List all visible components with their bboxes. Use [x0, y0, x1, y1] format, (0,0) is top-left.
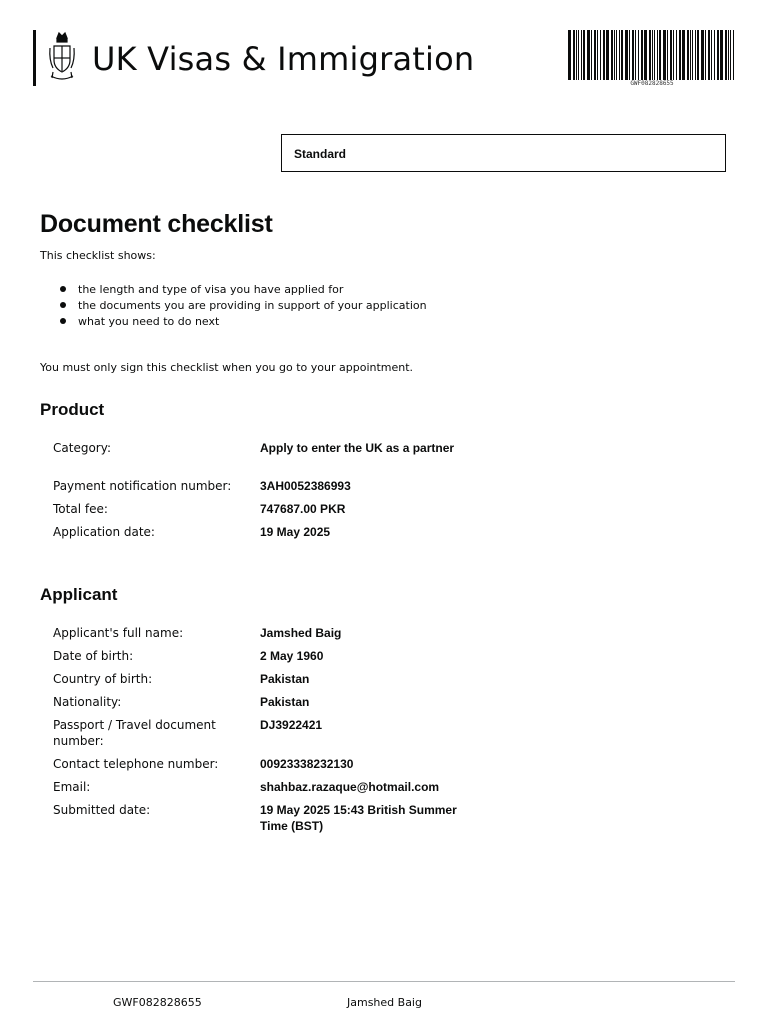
- field-label: Category:: [53, 441, 111, 455]
- barcode-bar: [692, 30, 693, 80]
- barcode-bar: [649, 30, 651, 80]
- field-value: Pakistan: [260, 672, 310, 686]
- barcode-bar: [695, 30, 696, 80]
- barcode-bar: [682, 30, 685, 80]
- field-label: Nationality:: [53, 695, 122, 709]
- barcode-bar: [603, 30, 605, 80]
- organisation-name: UK Visas & Immigration: [92, 40, 475, 78]
- barcode-bar: [728, 30, 729, 80]
- field-label: Passport / Travel document number:: [53, 718, 216, 748]
- field-label: Date of birth:: [53, 649, 134, 663]
- sign-note: You must only sign this checklist when you go to your appointment.: [40, 361, 414, 374]
- barcode-bar: [730, 30, 731, 80]
- field-value: 00923338232130: [260, 757, 354, 771]
- field-label: Payment notification number:: [53, 479, 232, 493]
- field-label: Application date:: [53, 525, 155, 539]
- field-label: Email:: [53, 780, 91, 794]
- field-value: 3AH0052386993: [260, 479, 351, 493]
- list-item: what you need to do next: [58, 314, 427, 330]
- product-heading: Product: [40, 400, 105, 419]
- barcode-bar: [676, 30, 677, 80]
- barcode-bar: [619, 30, 620, 80]
- field-label: Applicant's full name:: [53, 626, 184, 640]
- royal-coat-of-arms-icon: [48, 30, 76, 86]
- route-box: [281, 134, 726, 172]
- barcode-bar: [667, 30, 668, 80]
- barcode-bar: [578, 30, 579, 80]
- field-value: 747687.00 PKR: [260, 502, 346, 516]
- barcode-bar: [725, 30, 727, 80]
- barcode-bar: [657, 30, 658, 80]
- barcode-bar: [635, 30, 636, 80]
- barcode-bar: [600, 30, 601, 80]
- barcode-bar: [679, 30, 681, 80]
- barcode-bar: [591, 30, 592, 80]
- field-value: Jamshed Baig: [260, 626, 342, 640]
- barcode-bar: [670, 30, 672, 80]
- barcode: [568, 30, 736, 80]
- barcode-bar: [594, 30, 596, 80]
- barcode-bar: [690, 30, 691, 80]
- field-label: Submitted date:: [53, 803, 151, 817]
- barcode-bar: [663, 30, 666, 80]
- field-value: 2 May 1960: [260, 649, 324, 663]
- barcode-bar: [632, 30, 634, 80]
- footer-divider: [33, 981, 735, 982]
- barcode-bar: [708, 30, 710, 80]
- barcode-bar: [687, 30, 689, 80]
- barcode-bar: [614, 30, 615, 80]
- barcode-bar: [697, 30, 699, 80]
- barcode-bar: [638, 30, 639, 80]
- footer-reference: GWF082828655: [113, 996, 202, 1009]
- field-label: Country of birth:: [53, 672, 153, 686]
- list-item: the documents you are providing in support of your application: [58, 298, 427, 314]
- barcode-bar: [568, 30, 571, 80]
- barcode-bar: [581, 30, 582, 80]
- barcode-bar: [629, 30, 630, 80]
- barcode-bar: [733, 30, 734, 80]
- barcode-bar: [576, 30, 577, 80]
- barcode-bar: [652, 30, 653, 80]
- barcode-bar: [705, 30, 706, 80]
- applicant-heading: Applicant: [40, 585, 118, 604]
- barcode-bar: [606, 30, 609, 80]
- field-label: Contact telephone number:: [53, 757, 219, 771]
- barcode-bar: [621, 30, 623, 80]
- barcode-bar: [641, 30, 643, 80]
- field-value: 19 May 2025 15:43 British Summer Time (BST): [260, 803, 457, 833]
- barcode-bar: [625, 30, 628, 80]
- header-accent-bar: [33, 30, 36, 86]
- checklist-bullets: [58, 282, 427, 330]
- barcode-text: GWF082828655: [630, 80, 674, 87]
- intro-text: This checklist shows:: [40, 249, 156, 262]
- barcode-bar: [714, 30, 715, 80]
- barcode-bar: [673, 30, 674, 80]
- field-value: shahbaz.razaque@hotmail.com: [260, 780, 440, 794]
- footer-applicant-name: Jamshed Baig: [347, 996, 422, 1009]
- field-value: DJ3922421: [260, 718, 323, 732]
- barcode-bar: [644, 30, 647, 80]
- field-label: Total fee:: [53, 502, 108, 516]
- list-item: the length and type of visa you have applied for: [58, 282, 427, 298]
- page-title: Document checklist: [40, 210, 273, 238]
- barcode-bar: [587, 30, 590, 80]
- field-value: Pakistan: [260, 695, 310, 709]
- barcode-bar: [659, 30, 661, 80]
- barcode-bar: [711, 30, 712, 80]
- barcode-bar: [583, 30, 585, 80]
- barcode-bar: [597, 30, 598, 80]
- field-value: Apply to enter the UK as a partner: [260, 441, 455, 455]
- barcode-bar: [654, 30, 655, 80]
- barcode-bar: [616, 30, 617, 80]
- barcode-bar: [573, 30, 575, 80]
- barcode-bar: [611, 30, 613, 80]
- barcode-bar: [717, 30, 719, 80]
- barcode-bar: [701, 30, 704, 80]
- route-label: Standard: [294, 147, 347, 161]
- field-value: 19 May 2025: [260, 525, 331, 539]
- barcode-bar: [720, 30, 723, 80]
